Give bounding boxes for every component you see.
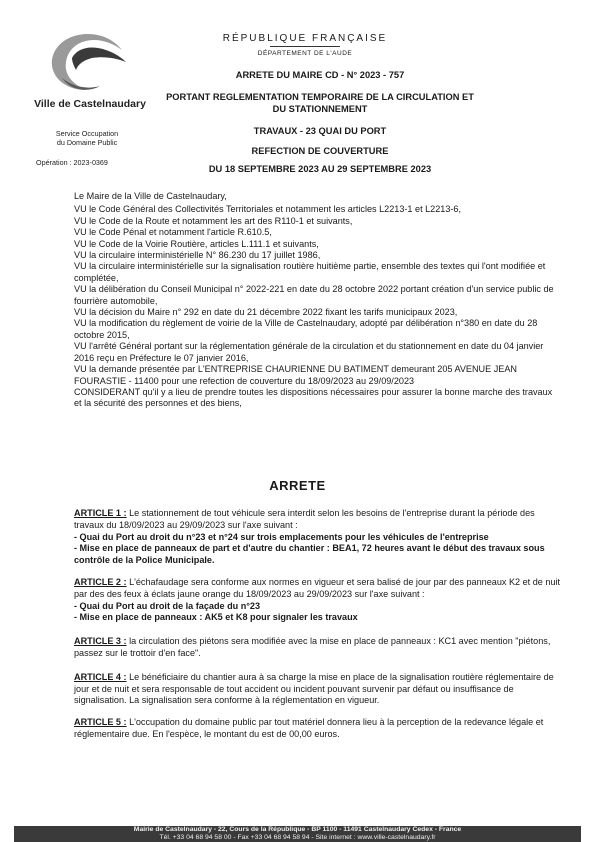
article-paragraph xyxy=(74,577,560,601)
town-name: Ville de Castelnaudary xyxy=(34,98,146,110)
article-paragraph xyxy=(74,717,560,741)
vu-item: VU la circulaire interministérielle N° 86.230 du 17 juillet 1986, xyxy=(74,250,321,261)
article-bullet: - Quai du Port au droit de la façade du n°23 xyxy=(74,600,261,611)
vu-item: VU la délibération du Conseil Municipal n° 2022-221 en date du 28 octobre 2022 portant création d'un service public de fourrière automobile, xyxy=(74,284,554,306)
vu-item: VU le Code de la Route et notamment les art des R110-1 et suivants, xyxy=(74,215,353,226)
article-label: ARTICLE 4 : xyxy=(74,671,127,682)
article-1 xyxy=(74,508,560,567)
service-line1: Service Occupation xyxy=(55,129,119,138)
article-text: L'occupation du domaine public par tout matériel donnera lieu à la perception de la redevance légale et réglementaire due. En l'espèce, le montant du est de 00,00 euros. xyxy=(74,717,544,739)
vu-item: VU l'arrêté Général portant sur la réglementation générale de la circulation et du stationnement en date du 04 janvier 2016 reçu en Préfecture le 07 janvier 2016, xyxy=(74,341,544,363)
arrete-number: ARRETE DU MAIRE CD - N° 2023 - 757 xyxy=(235,70,405,80)
intro-line: Le Maire de la Ville de Castelnaudary, xyxy=(74,191,227,201)
article-3 xyxy=(74,636,560,660)
article-text: Le stationnement de tout véhicule sera interdit selon les besoins de l'entreprise durant la période des travaux du 18/09/2023 au 29/09/2023 sur l'axe suivant : xyxy=(74,508,535,530)
republique-heading: RÉPUBLIQUE FRANÇAISE xyxy=(222,33,388,44)
footer-contact: Tél. +33 04 68 94 58 00 - Fax +33 04 68 94 58 94 - Site internet : www.ville-castelnaudary.fr xyxy=(159,834,436,841)
arrete-title: PORTANT REGLEMENTATION TEMPORAIRE DE LA CIRCULATION ET DU STATIONNEMENT xyxy=(166,92,474,114)
article-2 xyxy=(74,577,560,624)
header-divider xyxy=(270,46,340,47)
vu-item: VU la circulaire interministérielle sur la signalisation routière huitième partie, ensemble des textes qui l'ont modifiée et complétée, xyxy=(74,261,546,283)
town-logo xyxy=(42,28,134,96)
article-label: ARTICLE 5 : xyxy=(74,717,127,728)
article-text: la circulation des piétons sera modifiée avec la mise en place de panneaux : KC1 avec mention "piétons, passez sur le trottoir d'en face". xyxy=(74,636,551,658)
operation-number: Opération : 2023-0369 xyxy=(36,158,108,167)
travaux-label: TRAVAUX - 23 QUAI DU PORT xyxy=(253,126,387,136)
refection-label: REFECTION DE COUVERTURE xyxy=(251,146,389,156)
footer-address: Mairie de Castelnaudary - 22, Cours de la République - BP 1100 - 11491 Castelnaudary Cedex - France xyxy=(133,826,462,833)
departement-label: DÉPARTEMENT DE L'AUDE xyxy=(257,50,353,57)
article-bullet: - Mise en place de panneaux de part et d'autre du chantier : BEA1, 72 heures avant le début des travaux sous contrôle de la Police Municipale. xyxy=(74,543,545,566)
article-bullet: - Mise en place de panneaux : AK5 et K8 pour signaler les travaux xyxy=(74,612,358,623)
dates-label: DU 18 SEPTEMBRE 2023 AU 29 SEPTEMBRE 2023 xyxy=(208,164,432,174)
vu-item: VU la demande présentée par L'ENTREPRISE CHAURIENNE DU BATIMENT demeurant 205 AVENUE JEAN FOURASTIE - 11400 pour une refection de couverture du 18/09/2023 au 29/09/2023 xyxy=(74,364,517,386)
article-label: ARTICLE 1 : xyxy=(74,508,127,518)
article-5 xyxy=(74,717,560,741)
vu-item: VU le Code Général des Collectivités Territoriales et notamment les articles L2213-1 et L2213-6, xyxy=(74,204,462,215)
vu-item: VU le Code de la Voirie Routière, articles L.111.1 et suivants, xyxy=(74,238,319,249)
article-label: ARTICLE 2 : xyxy=(74,576,127,587)
vu-item: VU la modification du règlement de voirie de la Ville de Castelnaudary, adopté par délibération n°380 en date du 28 octobre 2015, xyxy=(74,318,538,340)
article-paragraph xyxy=(74,672,560,707)
article-text: L'échafaudage sera conforme aux normes en vigueur et sera balisé de jour par des panneaux K2 et de nuit par des des feux à éclats jaune orange du 18/09/2023 au 29/09/2023 sur l'axe suivant : xyxy=(74,576,561,599)
service-line2: du Domaine Public xyxy=(56,138,118,147)
preamble xyxy=(74,191,560,410)
footer xyxy=(14,826,581,842)
article-4 xyxy=(74,672,560,707)
articles-list xyxy=(74,508,560,751)
vu-item: VU le Code Pénal et notamment l'article R.610.5, xyxy=(74,227,272,238)
article-paragraph xyxy=(74,636,560,660)
vu-item: VU la décision du Maire n° 292 en date du 21 décembre 2022 fixant les tarifs municipaux 2023, xyxy=(74,307,458,318)
vu-item: CONSIDERANT qu'il y a lieu de prendre toutes les dispositions nécessaires pour assurer la bonne marche des travaux et la sécurité des personnes et des biens, xyxy=(74,386,553,409)
service-label xyxy=(28,129,146,147)
article-bullet: - Quai du Port au droit du n°23 et n°24 sur trois emplacements pour les véhicules de l'entreprise xyxy=(74,531,489,542)
article-label: ARTICLE 3 : xyxy=(74,636,127,647)
article-text: Le bénéficiaire du chantier aura à sa charge la mise en place de la signalisation routière réglementaire de jour et de nuit et sera responsable de tout accident ou incident pouvant survenir par défaut ou insuffisance de signalisation. La signalisation sera conforme à la réglementation en vigueur. xyxy=(74,671,554,706)
vu-list xyxy=(74,204,560,409)
article-paragraph xyxy=(74,508,560,532)
arrete-heading: ARRETE xyxy=(269,478,326,493)
